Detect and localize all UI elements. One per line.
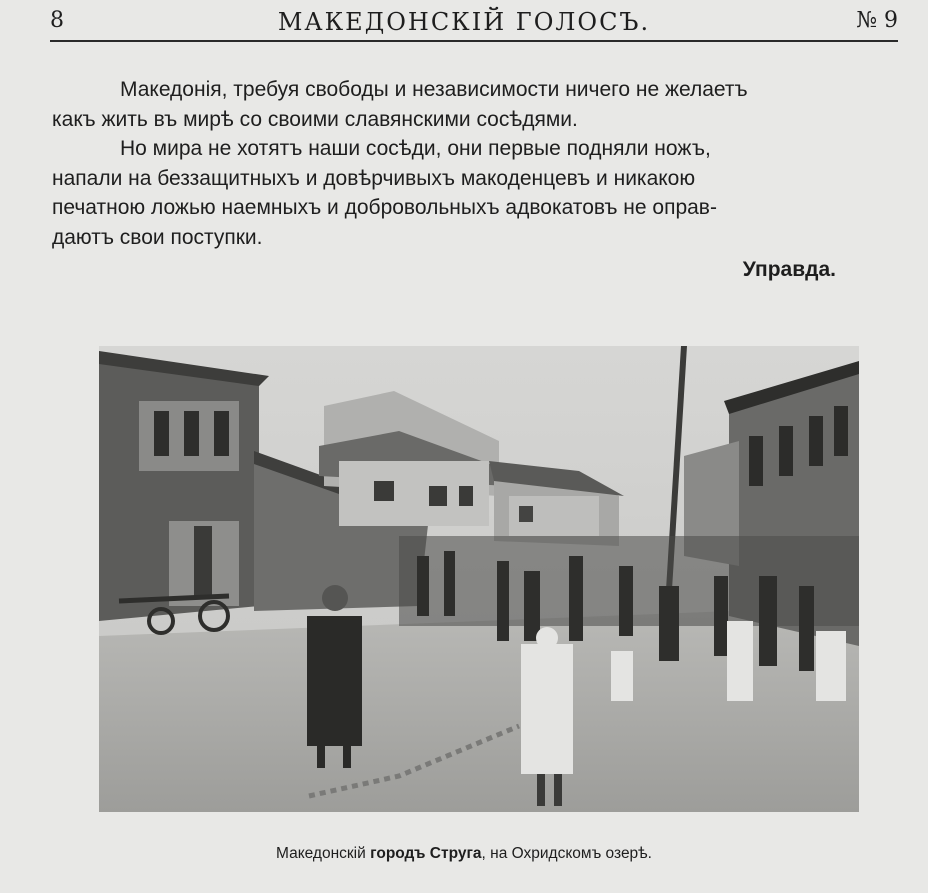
text-line: Но мира не хотятъ наши сосѣди, они первые подняли ножъ, — [120, 137, 711, 160]
paragraph-1 — [52, 75, 900, 134]
caption-place: городъ Струга — [370, 845, 482, 862]
street-scene-photo — [99, 346, 859, 812]
page-number: 8 — [50, 8, 64, 33]
header-rule — [50, 40, 898, 42]
issue-number: № 9 — [856, 8, 898, 33]
text-line: печатною ложью наемныхъ и добровольныхъ адвокатовъ не оправ- — [52, 196, 717, 219]
signature: Управда. — [742, 258, 836, 281]
text-line: Македонія, требуя свободы и независимости ничего не желаетъ — [120, 78, 748, 101]
text-line: даютъ свои поступки. — [52, 225, 263, 249]
text-line: напали на беззащитныхъ и довѣрчивыхъ макоденцевъ и никакою — [52, 166, 696, 190]
journal-title: МАКЕДОНСКІЙ ГОЛОСЪ. — [277, 8, 651, 36]
caption-text: , на Охридскомъ озерѣ. — [481, 845, 652, 862]
caption-text: Македонскій — [275, 845, 371, 862]
photo-caption — [0, 845, 928, 863]
text-line: какъ жить въ мирѣ со своими славянскими сосѣдями. — [52, 107, 578, 131]
paragraph-2 — [52, 134, 900, 252]
